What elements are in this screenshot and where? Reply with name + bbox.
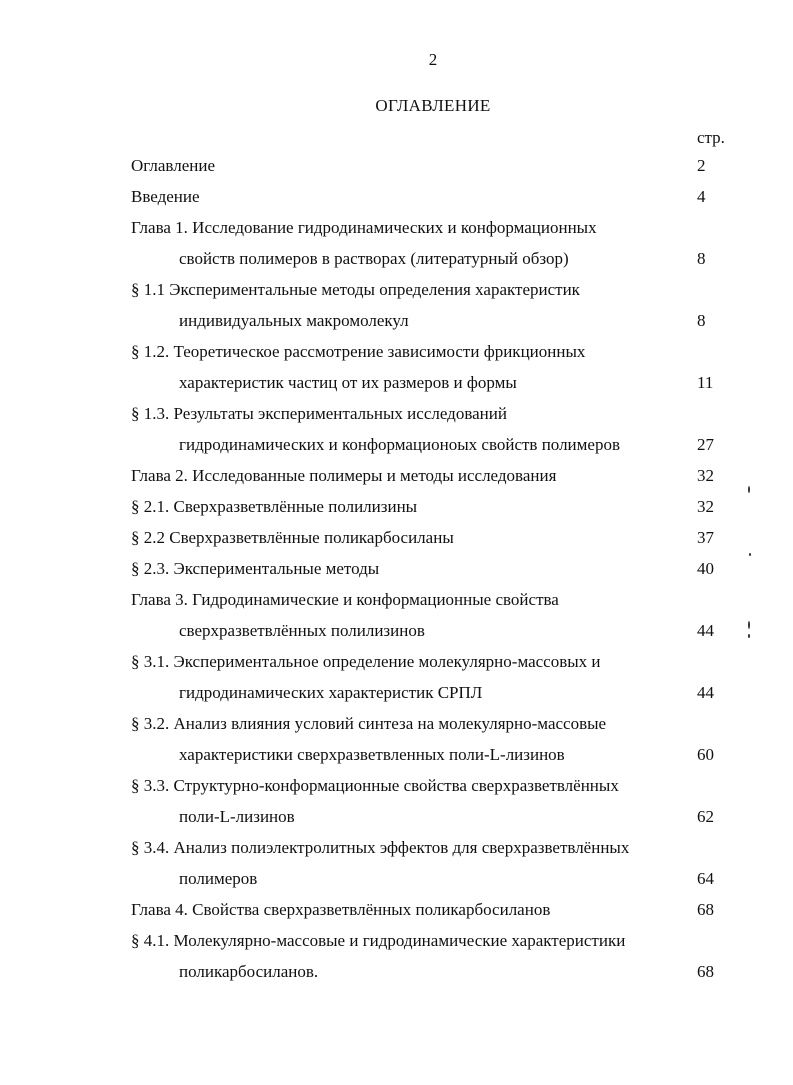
toc-entry-page: 40 <box>697 559 714 578</box>
page-number: 2 <box>428 50 438 69</box>
toc-entry-page: 2 <box>697 156 706 175</box>
toc-entry-title: Глава 4. Свойства сверхразветвлённых поликарбосиланов <box>131 900 551 919</box>
toc-entry-title: Глава 1. Исследование гидродинамических и конформационных <box>131 218 597 237</box>
toc-entry <box>0 155 793 186</box>
toc-entry <box>0 341 793 403</box>
toc-entry <box>0 403 793 465</box>
table-of-contents <box>0 155 793 992</box>
toc-entry <box>0 465 793 496</box>
toc-entry <box>0 651 793 713</box>
toc-entry-title: § 3.3. Структурно-конформационные свойства сверхразветвлённых <box>131 776 619 795</box>
toc-entry-title: § 1.1 Экспериментальные методы определения характеристик <box>131 280 580 299</box>
toc-entry-page: 4 <box>697 187 706 206</box>
toc-entry-title-continuation: сверхразветвлённых полилизинов <box>179 621 425 640</box>
toc-entry-title-continuation: полимеров <box>179 869 258 888</box>
toc-entry-page: 62 <box>697 807 714 826</box>
toc-entry <box>0 775 793 837</box>
toc-entry-page: 8 <box>697 311 706 330</box>
toc-entry <box>0 186 793 217</box>
toc-entry-title: § 4.1. Молекулярно-массовые и гидродинамические характеристики <box>131 931 626 950</box>
toc-entry-title: Оглавление <box>131 156 215 175</box>
toc-entry-page: 60 <box>697 745 714 764</box>
toc-entry-title: § 1.2. Теоретическое рассмотрение зависимости фрикционных <box>131 342 586 361</box>
scan-speck <box>748 634 750 638</box>
toc-entry-page: 11 <box>697 373 714 392</box>
toc-entry-page: 27 <box>697 435 714 454</box>
toc-entry-page: 68 <box>697 900 714 919</box>
page-column-label: стр. <box>697 128 725 147</box>
toc-entry-title: § 3.2. Анализ влияния условий синтеза на молекулярно-массовые <box>131 714 607 733</box>
toc-entry <box>0 527 793 558</box>
toc-entry <box>0 837 793 899</box>
toc-entry-title: Введение <box>131 187 200 206</box>
scan-speck <box>749 553 751 556</box>
toc-entry-page: 32 <box>697 497 714 516</box>
toc-entry <box>0 496 793 527</box>
toc-entry-title: § 3.1. Экспериментальное определение молекулярно-массовых и <box>131 652 601 671</box>
page-title: ОГЛАВЛЕНИЕ <box>375 96 491 115</box>
toc-entry-title-continuation: гидродинамических характеристик СРПЛ <box>179 683 483 702</box>
scan-speck <box>748 621 750 629</box>
toc-entry-page: 44 <box>697 683 714 702</box>
toc-entry-title: § 2.3. Экспериментальные методы <box>131 559 380 578</box>
toc-entry-title-continuation: свойств полимеров в растворах (литературный обзор) <box>179 249 569 268</box>
toc-entry <box>0 930 793 992</box>
toc-entry <box>0 899 793 930</box>
toc-entry-title-continuation: поликарбосиланов. <box>179 962 319 981</box>
toc-entry-page: 68 <box>697 962 714 981</box>
toc-entry <box>0 589 793 651</box>
toc-entry-page: 64 <box>697 869 714 888</box>
toc-entry-title: Глава 3. Гидродинамические и конформационные свойства <box>131 590 559 609</box>
toc-entry-title-continuation: индивидуальных макромолекул <box>179 311 409 330</box>
scan-speck <box>748 486 750 493</box>
toc-entry-title-continuation: поли-L-лизинов <box>179 807 295 826</box>
toc-entry-page: 44 <box>697 621 714 640</box>
toc-entry-title: § 2.1. Сверхразветвлённые полилизины <box>131 497 418 516</box>
toc-entry <box>0 279 793 341</box>
toc-entry <box>0 217 793 279</box>
toc-entry-title: Глава 2. Исследованные полимеры и методы исследования <box>131 466 557 485</box>
toc-entry-page: 8 <box>697 249 706 268</box>
toc-entry-title-continuation: гидродинамических и конформационоых свойств полимеров <box>179 435 620 454</box>
toc-entry-title: § 1.3. Результаты экспериментальных исследований <box>131 404 507 423</box>
toc-entry <box>0 558 793 589</box>
toc-entry-page: 37 <box>697 528 714 547</box>
toc-entry-page: 32 <box>697 466 714 485</box>
toc-entry <box>0 713 793 775</box>
toc-entry-title-continuation: характеристик частиц от их размеров и формы <box>179 373 517 392</box>
toc-entry-title: § 2.2 Сверхразветвлённые поликарбосиланы <box>131 528 454 547</box>
toc-entry-title: § 3.4. Анализ полиэлектролитных эффектов для сверхразветвлённых <box>131 838 630 857</box>
toc-entry-title-continuation: характеристики сверхразветвленных поли-L-лизинов <box>179 745 565 764</box>
